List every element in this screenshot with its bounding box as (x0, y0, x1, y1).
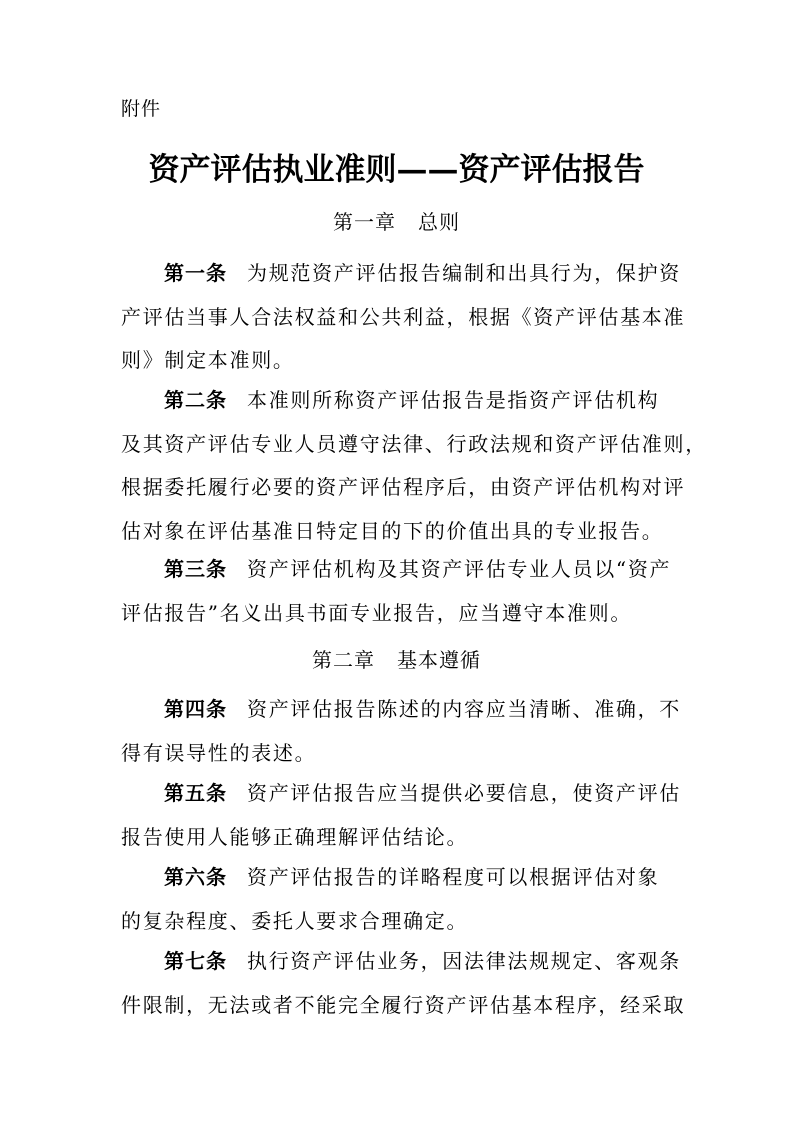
article-line: 及其资产评估专业人员遵守法律、行政法规和资产评估准则， (121, 431, 707, 456)
article-label: 第四条 (164, 697, 227, 721)
chapter-number: 第二章 (312, 648, 375, 672)
article-line: 资产评估机构及其资产评估专业人员以“资产 (247, 557, 672, 581)
article-1 (121, 252, 686, 383)
article-line: 资产评估报告应当提供必要信息，使资产评估 (247, 781, 681, 805)
article-line: 执行资产评估业务，因法律法规规定、客观条 (247, 949, 681, 973)
article-line: 的复杂程度、委托人要求合理确定。 (121, 908, 469, 933)
article-line: 则》制定本准则。 (121, 348, 295, 372)
article-7 (121, 940, 686, 1027)
article-2 (121, 379, 707, 553)
article-5 (121, 772, 681, 859)
article-line: 根据委托履行必要的资产评估程序后，由资产评估机构对评 (121, 475, 686, 499)
article-line: 产评估当事人合法权益和公共利益，根据《资产评估基本准 (121, 304, 686, 329)
article-line: 资产评估报告的详略程度可以根据评估对象 (247, 865, 660, 889)
article-line: 本准则所称资产评估报告是指资产评估机构 (247, 388, 660, 412)
article-line: 得有误导性的表述。 (121, 740, 317, 765)
article-6 (121, 856, 681, 943)
chapter-name: 总则 (418, 210, 460, 234)
article-label: 第二条 (164, 388, 227, 412)
article-label: 第六条 (164, 865, 227, 889)
article-label: 第五条 (164, 781, 227, 805)
article-line: 评估报告”名义出具书面专业报告，应当遵守本准则。 (121, 600, 633, 625)
attachment-label: 附件 (121, 98, 162, 120)
article-line: 件限制，无法或者不能完全履行资产评估基本程序，经采取 (121, 992, 686, 1017)
chapter-heading-2 (0, 646, 793, 674)
article-line: 报告使用人能够正确理解评估结论。 (121, 824, 469, 849)
article-line: 为规范资产评估报告编制和出具行为，保护资 (247, 261, 681, 285)
article-label: 第三条 (164, 557, 227, 581)
article-3 (121, 548, 681, 635)
article-label: 第一条 (164, 261, 227, 285)
article-4 (121, 688, 681, 775)
article-line: 资产评估报告陈述的内容应当清晰、准确，不 (247, 697, 681, 721)
document-title: 资产评估执业准则——资产评估报告 (148, 152, 645, 188)
article-label: 第七条 (164, 949, 227, 973)
chapter-number: 第一章 (333, 210, 396, 234)
chapter-name: 基本遵循 (397, 648, 481, 672)
article-line: 估对象在评估基准日特定目的下的价值出具的专业报告。 (121, 518, 664, 543)
chapter-heading-1 (0, 208, 793, 236)
